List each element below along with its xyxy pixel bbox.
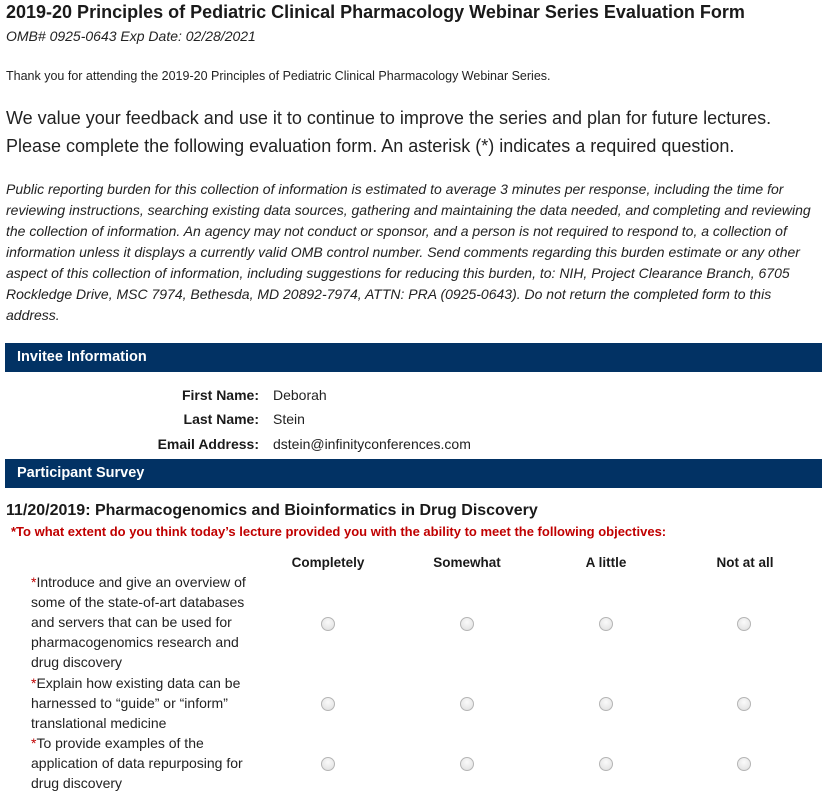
thank-you-text: Thank you for attending the 2019-20 Principles of Pediatric Clinical Pharmacology Webinar Series. <box>6 69 551 83</box>
first-name-row <box>0 387 600 407</box>
required-marker: * <box>31 574 37 590</box>
feedback-text-line-1: We value your feedback and use it to continue to improve the series and plan for future lectures. <box>6 108 772 128</box>
objective-1-radio-completely[interactable] <box>321 617 335 631</box>
objective-1-radio-somewhat[interactable] <box>460 617 474 631</box>
last-name-row <box>0 411 600 431</box>
last-name-value: Stein <box>273 411 305 427</box>
form-title: 2019-20 Principles of Pediatric Clinical Pharmacology Webinar Series Evaluation Form <box>6 2 745 22</box>
burden-statement: Public reporting burden for this collection of information is estimated to average 3 minutes per response, including the time for reviewing instructions, searching existing data sources, gathering and maintaining the data needed, and completing and reviewing the collection of information. An agency may not conduct or sponsor, and a person is not required to respond to, a collection of information unless it displays a currently valid OMB control number. Send comments regarding this burden estimate or any other aspect of this collection of information, including suggestions for reducing this burden, to: NIH, Project Clearance Branch, 6705 Rockledge Drive, MSC 7974, Bethesda, MD 20892-7974, ATTN: PRA (0925-0643). Do not return the completed form to this address. <box>6 181 811 323</box>
objectives-question: *To what extent do you think today’s lecture provided you with the ability to meet the following objectives: <box>11 524 667 539</box>
session-title: 11/20/2019: Pharmacogenomics and Bioinformatics in Drug Discovery <box>6 502 538 519</box>
first-name-value: Deborah <box>273 387 327 403</box>
objective-2-radio-a-little[interactable] <box>599 697 613 711</box>
feedback-text-line-2: Please complete the following evaluation form. An asterisk (*) indicates a required question. <box>6 136 735 156</box>
objective-3-radio-somewhat[interactable] <box>460 757 474 771</box>
objective-2-text: Explain how existing data can be harnessed to “guide” or “inform” translational medicine <box>31 675 241 731</box>
objective-3-radio-a-little[interactable] <box>599 757 613 771</box>
invitee-information-header: Invitee Information <box>5 343 822 372</box>
required-marker: * <box>31 675 37 691</box>
objective-2-radio-not-at-all[interactable] <box>737 697 751 711</box>
last-name-label: Last Name: <box>183 411 259 427</box>
participant-survey-header: Participant Survey <box>5 459 822 488</box>
required-marker: * <box>31 735 37 751</box>
column-a-little: A little <box>585 555 627 570</box>
column-completely: Completely <box>291 555 365 570</box>
email-value: dstein@infinityconferences.com <box>273 436 471 452</box>
column-somewhat: Somewhat <box>433 555 501 570</box>
first-name-label: First Name: <box>181 387 259 403</box>
objective-2 <box>31 673 261 733</box>
column-not-at-all: Not at all <box>716 555 774 570</box>
objective-1-text: Introduce and give an overview of some of the state-of-art databases and servers that can be used for pharmacogenomics research and drug discovery <box>31 574 246 670</box>
objective-3-radio-not-at-all[interactable] <box>737 757 751 771</box>
email-row <box>0 436 600 456</box>
objective-3-text: To provide examples of the application of data repurposing for drug discovery <box>31 735 243 791</box>
objective-1 <box>31 572 261 672</box>
omb-number: OMB# 0925-0643 Exp Date: 02/28/2021 <box>6 28 256 44</box>
objective-1-radio-a-little[interactable] <box>599 617 613 631</box>
objective-3 <box>31 733 261 793</box>
objective-1-radio-not-at-all[interactable] <box>737 617 751 631</box>
objective-2-radio-somewhat[interactable] <box>460 697 474 711</box>
objective-2-radio-completely[interactable] <box>321 697 335 711</box>
objective-3-radio-completely[interactable] <box>321 757 335 771</box>
email-label: Email Address: <box>157 436 259 452</box>
